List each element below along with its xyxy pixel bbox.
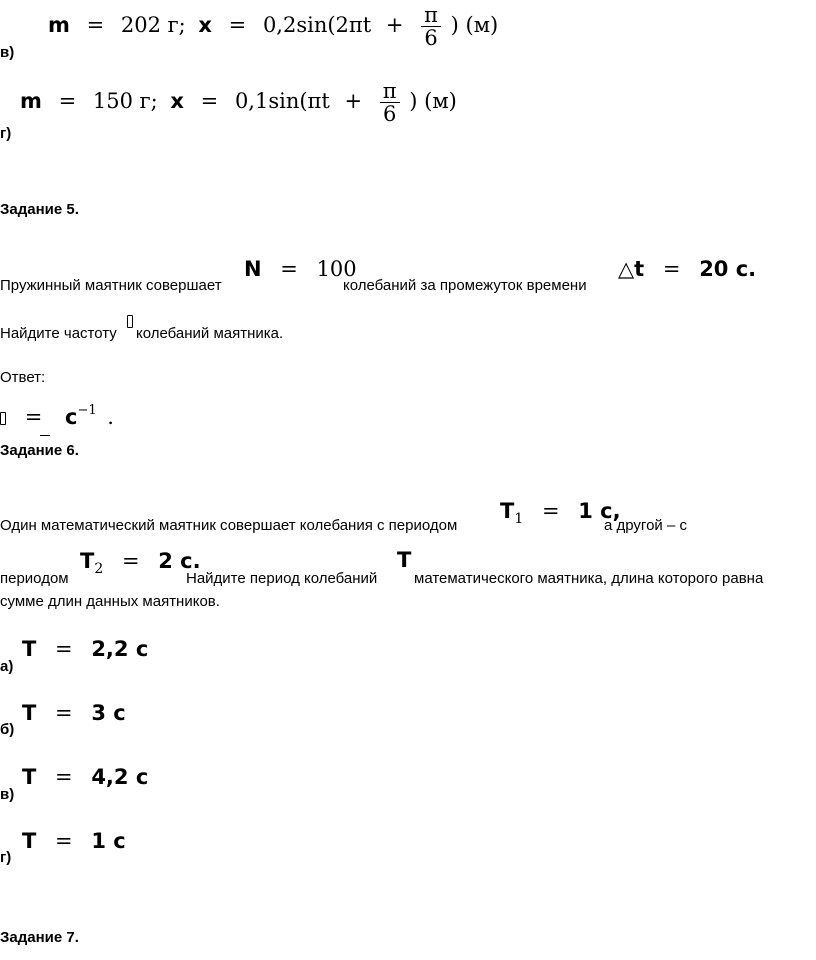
missing-glyph-icon [0, 412, 6, 425]
option-c-label: в) [0, 44, 15, 61]
task6-t1-formula [500, 498, 621, 532]
var-n: N [244, 257, 262, 281]
task5-find-text2: колебаний маятника. [136, 325, 284, 342]
var-t: T [22, 765, 37, 789]
task6-t2-formula [80, 548, 201, 582]
fraction-denominator: 6 [383, 102, 397, 126]
n-value: 100 [316, 257, 357, 281]
task5-find-text1: Найдите частоту [0, 325, 117, 342]
task6-option-b-formula [22, 700, 126, 726]
var-t: T [22, 829, 37, 853]
task5-title: Задание 5. [0, 201, 79, 218]
task5-text2: колебаний за промежуток времени [343, 277, 587, 294]
task7-title: Задание 7. [0, 929, 79, 946]
task5-dt-formula [618, 256, 756, 282]
answer-blank-line [40, 435, 50, 436]
var-t: T [80, 549, 95, 573]
mass-value: 202 г; [120, 13, 186, 37]
task5-answer-label: Ответ: [0, 369, 46, 386]
task6-option-d-label: г) [0, 849, 12, 866]
fraction [380, 80, 400, 125]
task6-option-c-formula [22, 764, 148, 790]
task6-text2: а другой – с [604, 517, 687, 534]
t1-value: 1 с, [578, 499, 621, 523]
task6-title: Задание 6. [0, 442, 79, 459]
task5-n-formula [244, 256, 357, 282]
task6-option-a-label: а) [0, 658, 14, 675]
option-value: 3 с [91, 701, 126, 725]
var-t: T [22, 701, 37, 725]
subscript: 1 [514, 511, 524, 527]
fraction-numerator: π [421, 4, 441, 27]
equals-sign: = [24, 405, 43, 429]
amplitude-expr: 0,2sin(2πt [262, 13, 372, 37]
task6-text5: математического маятника, длина которого равна [414, 570, 764, 587]
equals-sign: = [55, 637, 73, 661]
var-t: T [22, 637, 37, 661]
var-x: x [198, 13, 212, 37]
amplitude-expr: 0,1sin(πt [234, 89, 330, 113]
plus-sign: + [344, 89, 363, 113]
var-m: m [48, 13, 70, 37]
equals-sign: = [55, 765, 73, 789]
var-t: T [500, 499, 515, 523]
task6-option-c-label: в) [0, 786, 15, 803]
task6-text4: Найдите период колебаний [186, 570, 378, 587]
missing-glyph-icon [127, 315, 133, 328]
option-c-formula [48, 4, 498, 49]
equals-sign: = [55, 701, 73, 725]
var-t: T [397, 548, 412, 572]
task6-option-d-formula [22, 828, 126, 854]
equals-sign: = [86, 13, 105, 37]
equals-sign: = [228, 13, 247, 37]
plus-sign: + [385, 13, 404, 37]
option-value: 1 с [91, 829, 126, 853]
option-d-formula [20, 80, 457, 125]
task6-option-b-label: б) [0, 721, 15, 738]
dt-value: 20 с. [699, 257, 757, 281]
equals-sign: = [58, 89, 77, 113]
period-dot: . [107, 405, 114, 429]
frequency-symbol-placeholder [127, 313, 133, 331]
var-delta-t: △t [618, 257, 645, 281]
equals-sign: = [662, 257, 681, 281]
subscript: 2 [94, 561, 104, 577]
fraction [421, 4, 441, 49]
option-value: 2,2 с [91, 637, 149, 661]
equals-sign: = [280, 257, 298, 281]
option-d-label: г) [0, 125, 12, 142]
equals-sign: = [541, 499, 560, 523]
task6-text6: сумме длин данных маятников. [0, 593, 220, 610]
formula-tail: ) (м) [450, 13, 499, 37]
fraction-denominator: 6 [424, 26, 438, 50]
fraction-numerator: π [380, 80, 400, 103]
task6-text1: Один математический маятник совершает колебания с периодом [0, 517, 458, 534]
mass-value: 150 г; [92, 89, 158, 113]
option-value: 4,2 с [91, 765, 149, 789]
equals-sign: = [121, 549, 140, 573]
task5-text1: Пружинный маятник совершает [0, 277, 222, 294]
formula-tail: ) (м) [409, 89, 457, 113]
var-x: x [170, 89, 184, 113]
unit-s: с [64, 405, 78, 429]
var-m: m [20, 89, 42, 113]
task6-t-var [397, 547, 411, 573]
equals-sign: = [55, 829, 73, 853]
task5-answer-formula [0, 398, 114, 430]
equals-sign: = [200, 89, 219, 113]
unit-exponent: −1 [77, 403, 97, 418]
task6-text3: периодом [0, 570, 69, 587]
task6-option-a-formula [22, 636, 148, 662]
t2-value: 2 с. [158, 549, 201, 573]
